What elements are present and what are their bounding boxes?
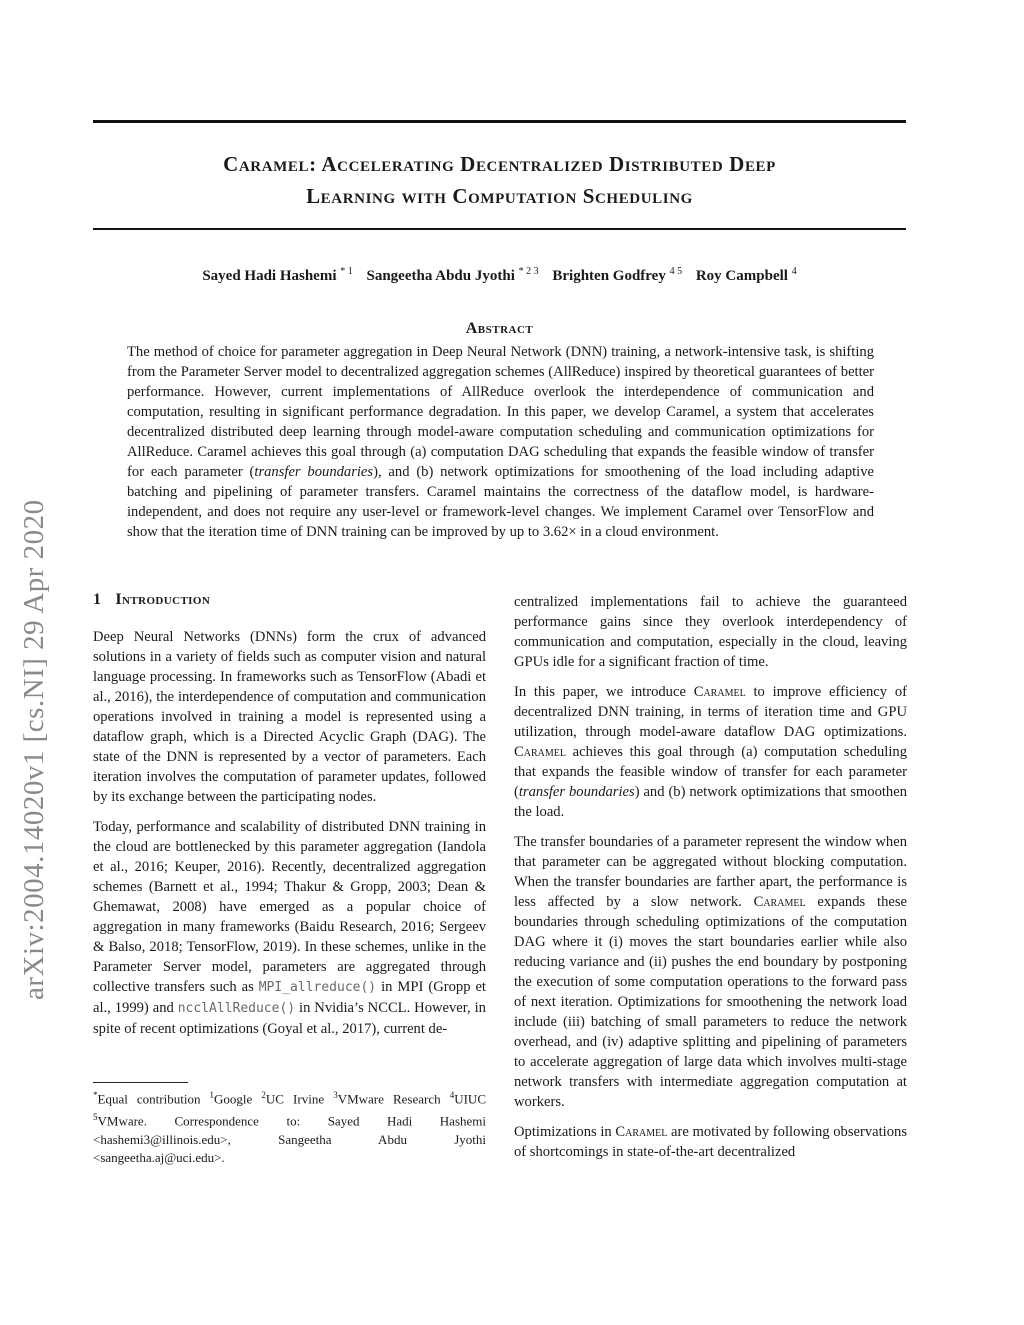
footnote-text: UC Irvine (265, 1091, 334, 1107)
author (202, 268, 352, 284)
emphasis: transfer boundaries (518, 784, 635, 800)
system-name: Caramel (753, 894, 806, 910)
footnote-mark: 5 (93, 1112, 98, 1123)
system-name: Caramel (514, 744, 566, 760)
text-segment: In this paper, we introduce (514, 684, 694, 700)
footnote (93, 1086, 486, 1167)
code-span: ncclAllReduce() (177, 1001, 296, 1016)
text-segment: in MPI (Gropp et al., 1999) and (93, 979, 486, 1016)
paragraph: Deep Neural Networks (DNNs) form the crux of advanced solutions in a variety of fields such as computer vision and natural language processing. In frameworks such as TensorFlow (Abadi et al., 2016), the interdependence of computation and communication operations involved in training a model is represented using a dataflow graph, which is a Directed Acyclic Graph (DAG). The state of the DNN is represented by a vector of parameters. Each iteration involves the computation of parameter updates, followed by its exchange between the participating nodes. (93, 629, 486, 805)
author (552, 268, 682, 284)
author (367, 268, 539, 284)
author (696, 268, 797, 284)
paragraph (514, 1122, 907, 1162)
abstract-heading: Abstract (465, 320, 534, 337)
author-name: Brighten Godfrey (552, 268, 666, 284)
footnote-text: VMware Research (337, 1091, 450, 1107)
footnote-text: VMware. Correspondence to: Sayed Hadi Hashemi <hashemi3@illinois.edu>, Sangeetha Abdu Jyothi <sangeetha.aj@uci.edu>. (93, 1113, 486, 1165)
author-affiliation-marks: * 2 3 (518, 266, 539, 277)
text-segment: are motivated by following observations of shortcomings in state-of-the-art decentralized (514, 1124, 907, 1160)
title-line-1: Caramel: Accelerating Decentralized Distributed Deep (223, 152, 776, 176)
footnote-mark: 4 (449, 1090, 455, 1100)
author-affiliation-marks: * 1 (340, 266, 353, 277)
title-line-2: Learning with Computation Scheduling (306, 184, 693, 208)
text-segment: Today, performance and scalability of distributed DNN training in the cloud are bottlenecked by this parameter aggregation (Iandola et al., 2016; Keuper, 2016). Recently, decentralized aggregation schemes (Barnett et al., 1994; Thakur & Gropp, 2003; Dean & Ghemawat, 2008) have emerged as a popular choice of aggregation in many frameworks (Baidu Research, 2016; Sergeev & Balso, 2018; TensorFlow, 2019). In these schemes, unlike in the Parameter Server model, parameters are aggregated through collective transfers such as (93, 819, 486, 995)
text-segment: expands these boundaries through scheduling optimizations of the computation DAG where it (i) moves the start boundaries earlier while also reducing variance and (ii) pushes the end boundary by postponing the execution of some computation operations to the forward pass of next iteration. Optimizations for smoothening the network load include (iii) batching of small parameters to reduce the network overhead, and (iv) adaptive splitting and pipelining of parameters to accelerate aggregation of large data which involves multi-stage network transfers with intermediate aggregation computation at workers. (514, 894, 907, 1110)
footnote-mark: 2 (261, 1090, 266, 1100)
abstract-segment: ), and (b) network optimizations for smoothening of the load including adaptive batching and pipelining of parameter transfers. Caramel maintains the correctness of the dataflow model, is hardware-independent, and does not require any user-level or framework-level changes. We implement Caramel over TensorFlow and show that the iteration time of DNN training can be improved by up to 3.62× in a cloud environment. (127, 464, 875, 540)
text-segment: to improve efficiency of decentralized DNN training, in terms of iteration time and GPU utilization, through model-aware dataflow DAG optimizations. (514, 684, 907, 740)
system-name: Caramel (615, 1124, 668, 1140)
abstract-text (127, 342, 874, 542)
footnote-text: UIUC (454, 1091, 486, 1107)
section-number: 1 (93, 591, 102, 608)
paragraph (93, 817, 486, 1039)
footnote-text: Google (214, 1091, 262, 1107)
author-name: Sayed Hadi Hashemi (202, 268, 337, 284)
paragraph: centralized implementations fail to achieve the guaranteed performance gains since they overlook interdependency of communication and computation, especially in the cloud, leaving GPUs idle for a significant fraction of time. (514, 594, 907, 670)
text-segment: The transfer boundaries of a parameter represent the window when that parameter can be aggregated without blocking computation. When the transfer boundaries are farther apart, the performance is less affected by a slow network. (514, 834, 907, 910)
abstract-emphasis: transfer boundaries (254, 464, 374, 480)
author-affiliation-marks: 4 (791, 266, 797, 277)
title-bottom-rule (93, 228, 906, 230)
right-column (514, 592, 907, 1172)
footnote-mark: 3 (333, 1090, 338, 1100)
footnote-mark: * (93, 1090, 98, 1100)
text-segment: achieves this goal through (a) computation scheduling that expands the feasible window of transfer for each parameter ( (514, 744, 907, 800)
system-name: Caramel (693, 684, 746, 700)
title-top-rule (93, 120, 906, 123)
code-span: MPI_allreduce() (258, 980, 377, 995)
paper-title (93, 148, 906, 212)
footnote-text: Equal contribution (97, 1091, 210, 1107)
abstract-segment: The method of choice for parameter aggregation in Deep Neural Network (DNN) training, a network-intensive task, is shifting from the Parameter Server model to decentralized aggregation schemes (AllReduce) inspired by theoretical guarantees of better performance. However, current implementations of AllReduce overlook the interdependence of communication and computation, resulting in significant performance degradation. In this paper, we develop Caramel, a system that accelerates decentralized distributed deep learning through model-aware computation scheduling and communication optimizations for AllReduce. Caramel achieves this goal through (a) computation DAG scheduling that expands the feasible window of transfer for each parameter ( (127, 344, 874, 480)
text-segment: ) and (b) network optimizations that smoothen the load. (514, 784, 907, 820)
text-segment: Optimizations in (514, 1124, 616, 1140)
arxiv-stamp: arXiv:2004.14020v1 [cs.NI] 29 Apr 2020 (18, 499, 50, 1000)
author-name: Roy Campbell (695, 268, 788, 284)
text-segment: in Nvidia’s NCCL. However, in spite of recent optimizations (Goyal et al., 2017), current de- (93, 1000, 486, 1037)
footnote-rule (93, 1082, 188, 1083)
section-title: Introduction (115, 591, 211, 608)
section-heading (93, 590, 486, 610)
footnote-mark: 1 (209, 1090, 215, 1100)
paragraph (514, 832, 907, 1112)
author-list (93, 262, 906, 286)
author-name: Sangeetha Abdu Jyothi (366, 268, 515, 284)
paragraph (514, 682, 907, 822)
left-column (93, 590, 486, 1049)
author-affiliation-marks: 4 5 (669, 266, 683, 277)
